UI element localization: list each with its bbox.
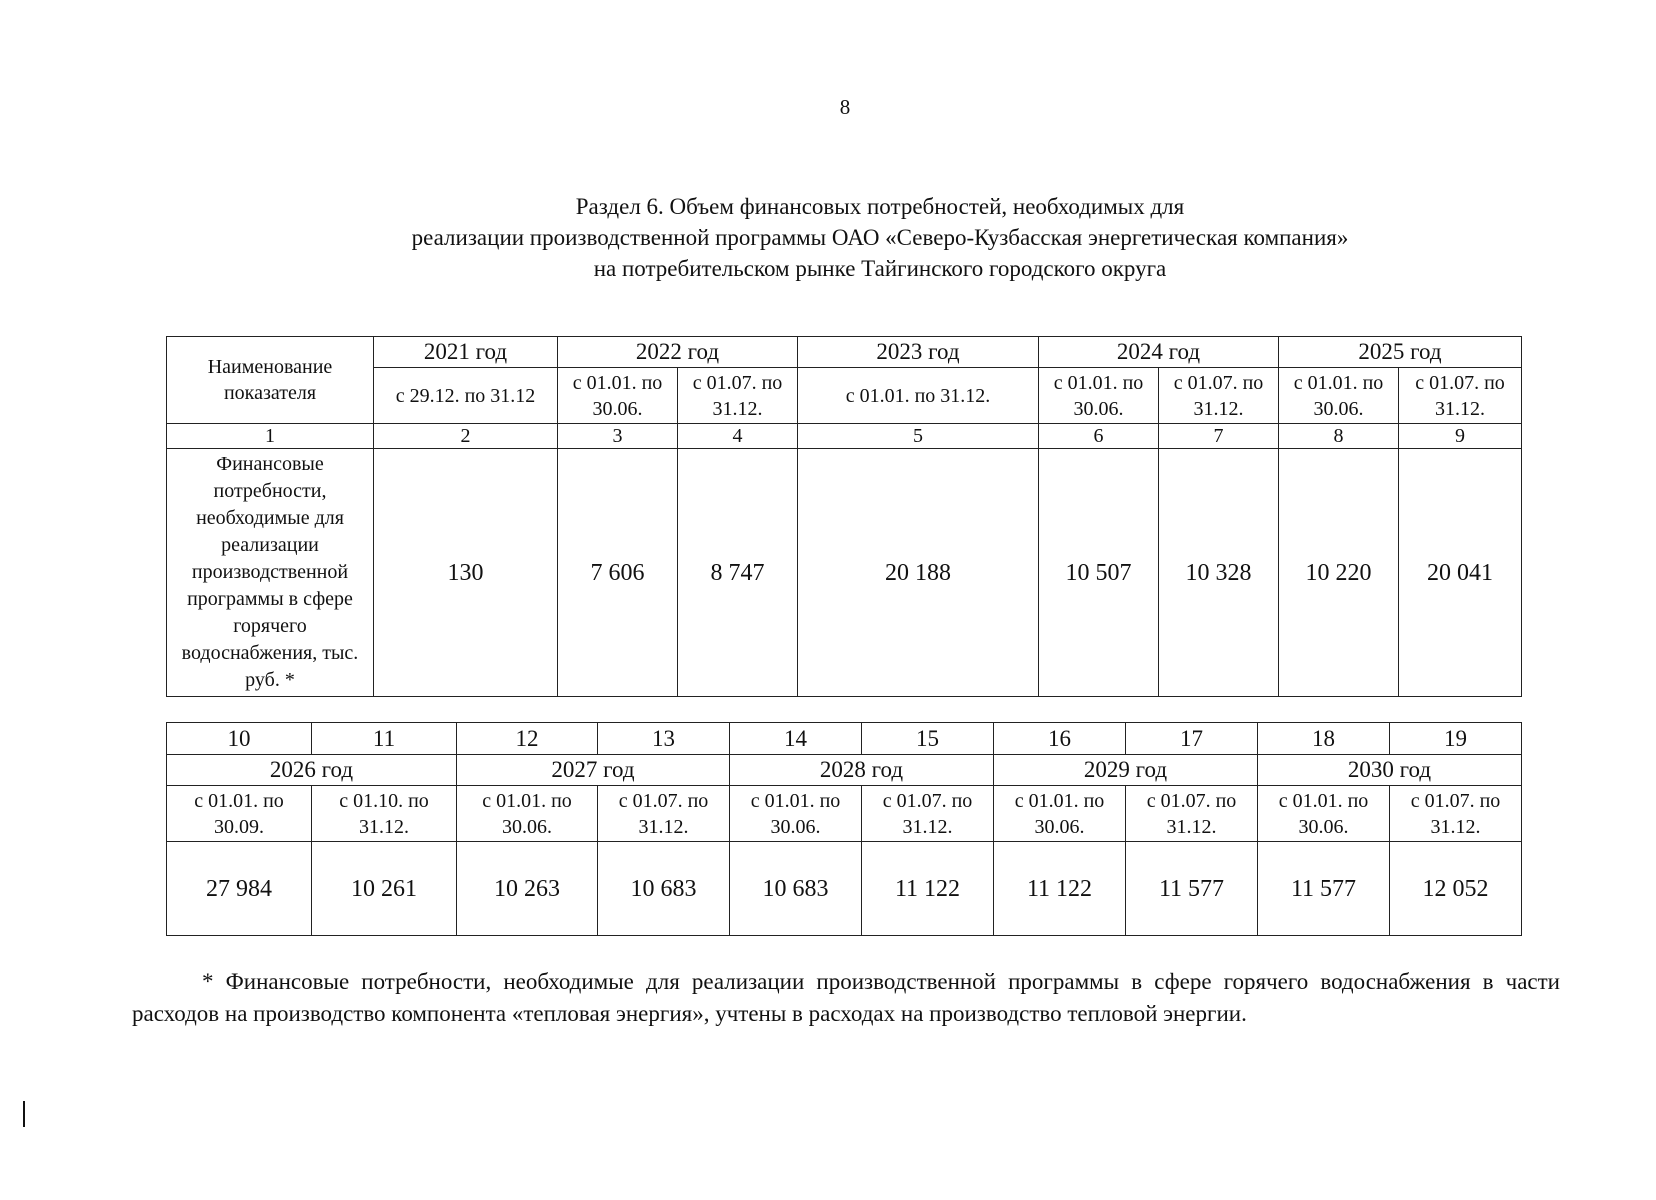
column-number: 6 bbox=[1039, 424, 1159, 449]
column-number: 17 bbox=[1126, 723, 1258, 755]
indicator-header: Наименование показателя bbox=[167, 337, 374, 424]
year-header: 2028 год bbox=[730, 755, 994, 786]
indicator-name: Финансовые потребности, необходимые для реализации производственной программы в сфере горячего водоснабжения, тыс. руб. * bbox=[167, 449, 374, 697]
value-cell: 11 122 bbox=[994, 842, 1126, 936]
value-cell: 10 683 bbox=[598, 842, 730, 936]
column-number: 10 bbox=[167, 723, 312, 755]
column-number: 5 bbox=[798, 424, 1039, 449]
column-number: 16 bbox=[994, 723, 1126, 755]
column-number: 11 bbox=[312, 723, 457, 755]
value-cell: 20 188 bbox=[798, 449, 1039, 697]
period-header: с 01.01. по 30.06. bbox=[994, 786, 1126, 842]
period-header: с 29.12. по 31.12 bbox=[374, 368, 558, 424]
period-header: с 01.07. по 31.12. bbox=[1126, 786, 1258, 842]
column-number: 14 bbox=[730, 723, 862, 755]
value-cell: 27 984 bbox=[167, 842, 312, 936]
financial-needs-table-2026-2030 bbox=[166, 722, 1522, 936]
year-header: 2024 год bbox=[1039, 337, 1279, 368]
column-number: 3 bbox=[558, 424, 678, 449]
value-cell: 11 122 bbox=[862, 842, 994, 936]
year-header: 2027 год bbox=[457, 755, 730, 786]
value-cell: 20 041 bbox=[1399, 449, 1522, 697]
period-header: с 01.07. по 31.12. bbox=[1399, 368, 1522, 424]
column-number: 4 bbox=[678, 424, 798, 449]
value-cell: 10 683 bbox=[730, 842, 862, 936]
period-header: с 01.01. по 30.06. bbox=[1279, 368, 1399, 424]
column-number: 7 bbox=[1159, 424, 1279, 449]
period-header: с 01.01. по 30.06. bbox=[457, 786, 598, 842]
period-header: с 01.07. по 31.12. bbox=[678, 368, 798, 424]
value-cell: 11 577 bbox=[1258, 842, 1390, 936]
column-number: 2 bbox=[374, 424, 558, 449]
column-number: 18 bbox=[1258, 723, 1390, 755]
year-header: 2023 год bbox=[798, 337, 1039, 368]
period-header: с 01.10. по 31.12. bbox=[312, 786, 457, 842]
column-number: 1 bbox=[167, 424, 374, 449]
title-line-1: Раздел 6. Объем финансовых потребностей, необходимых для bbox=[575, 194, 1185, 219]
period-header: с 01.07. по 31.12. bbox=[1390, 786, 1522, 842]
column-number: 9 bbox=[1399, 424, 1522, 449]
period-header: с 01.07. по 31.12. bbox=[862, 786, 994, 842]
year-header: 2026 год bbox=[167, 755, 457, 786]
year-header: 2021 год bbox=[374, 337, 558, 368]
financial-needs-table-2021-2025 bbox=[166, 336, 1522, 697]
footnote: * Финансовые потребности, необходимые для реализации производственной программы в сфере горячего водоснабжения в части расходов на производство компонента «тепловая энергия», учтены в расходах на производство тепловой энергии. bbox=[132, 969, 1560, 1026]
value-cell: 10 507 bbox=[1039, 449, 1159, 697]
period-header: с 01.01. по 30.09. bbox=[167, 786, 312, 842]
period-header: с 01.01. по 30.06. bbox=[730, 786, 862, 842]
value-cell: 10 263 bbox=[457, 842, 598, 936]
period-header: с 01.01. по 31.12. bbox=[798, 368, 1039, 424]
value-cell: 10 328 bbox=[1159, 449, 1279, 697]
value-cell: 7 606 bbox=[558, 449, 678, 697]
year-header: 2025 год bbox=[1279, 337, 1522, 368]
year-header: 2030 год bbox=[1258, 755, 1522, 786]
margin-line bbox=[23, 1101, 25, 1127]
value-cell: 130 bbox=[374, 449, 558, 697]
period-header: с 01.01. по 30.06. bbox=[558, 368, 678, 424]
title-line-3: на потребительском рынке Тайгинского городского округа bbox=[593, 256, 1167, 281]
period-header: с 01.07. по 31.12. bbox=[598, 786, 730, 842]
column-number: 12 bbox=[457, 723, 598, 755]
column-number: 15 bbox=[862, 723, 994, 755]
column-number: 13 bbox=[598, 723, 730, 755]
period-header: с 01.01. по 30.06. bbox=[1258, 786, 1390, 842]
title-line-2: реализации производственной программы ОАО «Северо-Кузбасская энергетическая компания» bbox=[411, 225, 1349, 250]
value-cell: 11 577 bbox=[1126, 842, 1258, 936]
value-cell: 10 220 bbox=[1279, 449, 1399, 697]
column-number: 8 bbox=[1279, 424, 1399, 449]
period-header: с 01.01. по 30.06. bbox=[1039, 368, 1159, 424]
section-title bbox=[250, 191, 1510, 284]
year-header: 2022 год bbox=[558, 337, 798, 368]
page-number: 8 bbox=[839, 95, 851, 119]
value-cell: 10 261 bbox=[312, 842, 457, 936]
value-cell: 12 052 bbox=[1390, 842, 1522, 936]
column-number: 19 bbox=[1390, 723, 1522, 755]
value-cell: 8 747 bbox=[678, 449, 798, 697]
year-header: 2029 год bbox=[994, 755, 1258, 786]
period-header: с 01.07. по 31.12. bbox=[1159, 368, 1279, 424]
